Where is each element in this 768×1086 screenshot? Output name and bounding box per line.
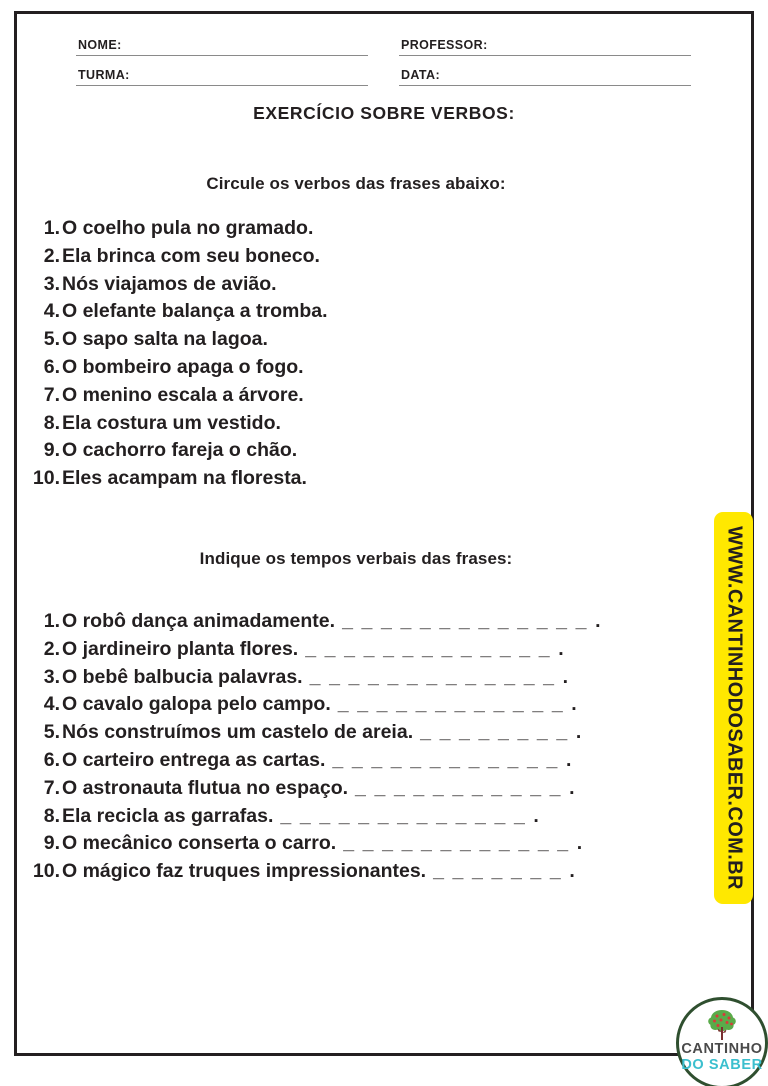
item-number: 6. — [43, 748, 60, 771]
item-text: O elefante balança a tromba. — [62, 300, 328, 323]
field-professor-label: PROFESSOR: — [401, 38, 488, 52]
field-professor[interactable] — [399, 38, 691, 56]
field-nome-label: NOME: — [78, 38, 122, 52]
list-item — [14, 775, 714, 803]
answer-blank[interactable]: _ _ _ _ _ _ _ _ _ _ _ . — [355, 776, 577, 799]
item-number: 2. — [43, 244, 60, 267]
item-number: 1. — [43, 610, 60, 632]
field-nome-rule — [76, 55, 368, 56]
list-item — [14, 636, 714, 664]
item-number: 9. — [43, 439, 60, 462]
page-border — [14, 11, 754, 1056]
list-item — [14, 354, 654, 382]
item-text: O carteiro entrega as cartas. — [62, 748, 326, 771]
item-text: Ela costura um vestido. — [62, 411, 281, 434]
item-text: Ela recicla as garrafas. — [62, 804, 274, 827]
list-item — [14, 803, 714, 831]
item-text: O mágico faz truques impressionantes. — [62, 860, 427, 883]
section-2-heading: Indique os tempos verbais das frases: — [199, 549, 513, 568]
item-text: O jardineiro planta flores. — [62, 637, 299, 660]
answer-blank[interactable]: _ _ _ _ _ _ _ _ _ _ _ _ _ . — [280, 804, 541, 827]
item-text: Nós construímos um castelo de areia. — [62, 721, 414, 744]
item-number: 3. — [43, 665, 60, 688]
item-text: O cachorro fareja o chão. — [62, 439, 298, 462]
logo[interactable] — [676, 997, 768, 1086]
logo-wordmark — [676, 1041, 768, 1073]
item-number: 7. — [43, 776, 60, 799]
list-item — [14, 298, 654, 326]
list-item — [14, 719, 714, 747]
field-data-label: DATA: — [401, 68, 441, 82]
item-number: 6. — [43, 355, 60, 378]
item-text: O bombeiro apaga o fogo. — [62, 355, 304, 378]
list-item — [14, 410, 654, 438]
list-item — [14, 608, 714, 636]
tree-icon — [705, 1009, 739, 1041]
section-1-heading: Circule os verbos das frases abaixo: — [206, 174, 506, 193]
item-text: O cavalo galopa pelo campo. — [62, 693, 331, 716]
list-item — [14, 326, 654, 354]
item-number: 8. — [43, 804, 60, 827]
answer-blank[interactable]: _ _ _ _ _ _ _ . — [433, 860, 577, 883]
item-number: 5. — [43, 328, 60, 351]
field-data[interactable] — [399, 68, 691, 86]
answer-blank[interactable]: _ _ _ _ _ _ _ _ . — [420, 721, 583, 744]
item-text: O coelho pula no gramado. — [62, 217, 314, 239]
item-text: O astronauta flutua no espaço. — [62, 776, 349, 799]
item-number: 3. — [43, 272, 60, 295]
answer-blank[interactable]: _ _ _ _ _ _ _ _ _ _ _ _ _ . — [309, 665, 570, 688]
list-item — [14, 465, 654, 493]
page-title: EXERCÍCIO SOBRE VERBOS: — [253, 103, 515, 123]
field-data-rule — [399, 85, 691, 86]
list-item — [14, 858, 714, 886]
answer-blank[interactable]: _ _ _ _ _ _ _ _ _ _ _ _ . — [332, 748, 573, 771]
item-text: Nós viajamos de avião. — [62, 272, 277, 295]
list-item — [14, 437, 654, 465]
item-number: 5. — [43, 721, 60, 744]
list-item — [14, 664, 714, 692]
answer-blank[interactable]: _ _ _ _ _ _ _ _ _ _ _ _ . — [343, 832, 584, 855]
item-number: 10. — [32, 467, 60, 490]
list-item — [14, 747, 714, 775]
item-text: O sapo salta na lagoa. — [62, 328, 268, 351]
item-text: O mecânico conserta o carro. — [62, 832, 337, 855]
answer-blank[interactable]: _ _ _ _ _ _ _ _ _ _ _ _ . — [337, 693, 579, 716]
website-banner-text: WWW.CANTINHODOSABER.COM.BR — [723, 526, 745, 890]
logo-line-cantinho: CANTINHO — [681, 1041, 763, 1057]
logo-line-do-saber: DO SABER — [681, 1057, 763, 1073]
list-item — [14, 215, 654, 243]
item-number: 9. — [43, 832, 60, 855]
field-turma-label: TURMA: — [78, 68, 130, 82]
list-item — [14, 382, 654, 410]
exercise-list-1 — [14, 215, 654, 493]
item-number: 4. — [43, 693, 60, 716]
list-item — [14, 271, 654, 299]
field-turma[interactable] — [76, 68, 368, 86]
field-professor-rule — [399, 55, 691, 56]
item-text: Ela brinca com seu boneco. — [62, 244, 320, 267]
list-item — [14, 691, 714, 719]
item-text: O robô dança animadamente. — [62, 610, 336, 632]
list-item — [14, 243, 654, 271]
website-banner[interactable] — [714, 512, 753, 904]
item-number: 1. — [43, 217, 60, 239]
item-number: 8. — [43, 411, 60, 434]
header-fields — [0, 34, 768, 94]
item-number: 4. — [43, 300, 60, 323]
item-number: 10. — [32, 860, 60, 883]
field-turma-rule — [76, 85, 368, 86]
list-item — [14, 830, 714, 858]
answer-blank[interactable]: _ _ _ _ _ _ _ _ _ _ _ _ _ . — [305, 637, 566, 660]
exercise-list-2 — [14, 608, 714, 886]
item-text: Eles acampam na floresta. — [62, 467, 307, 490]
answer-blank[interactable]: _ _ _ _ _ _ _ _ _ _ _ _ _ . — [342, 610, 603, 632]
item-number: 7. — [43, 383, 60, 406]
item-number: 2. — [43, 637, 60, 660]
field-nome[interactable] — [76, 38, 368, 56]
item-text: O bebê balbucia palavras. — [62, 665, 303, 688]
item-text: O menino escala a árvore. — [62, 383, 304, 406]
